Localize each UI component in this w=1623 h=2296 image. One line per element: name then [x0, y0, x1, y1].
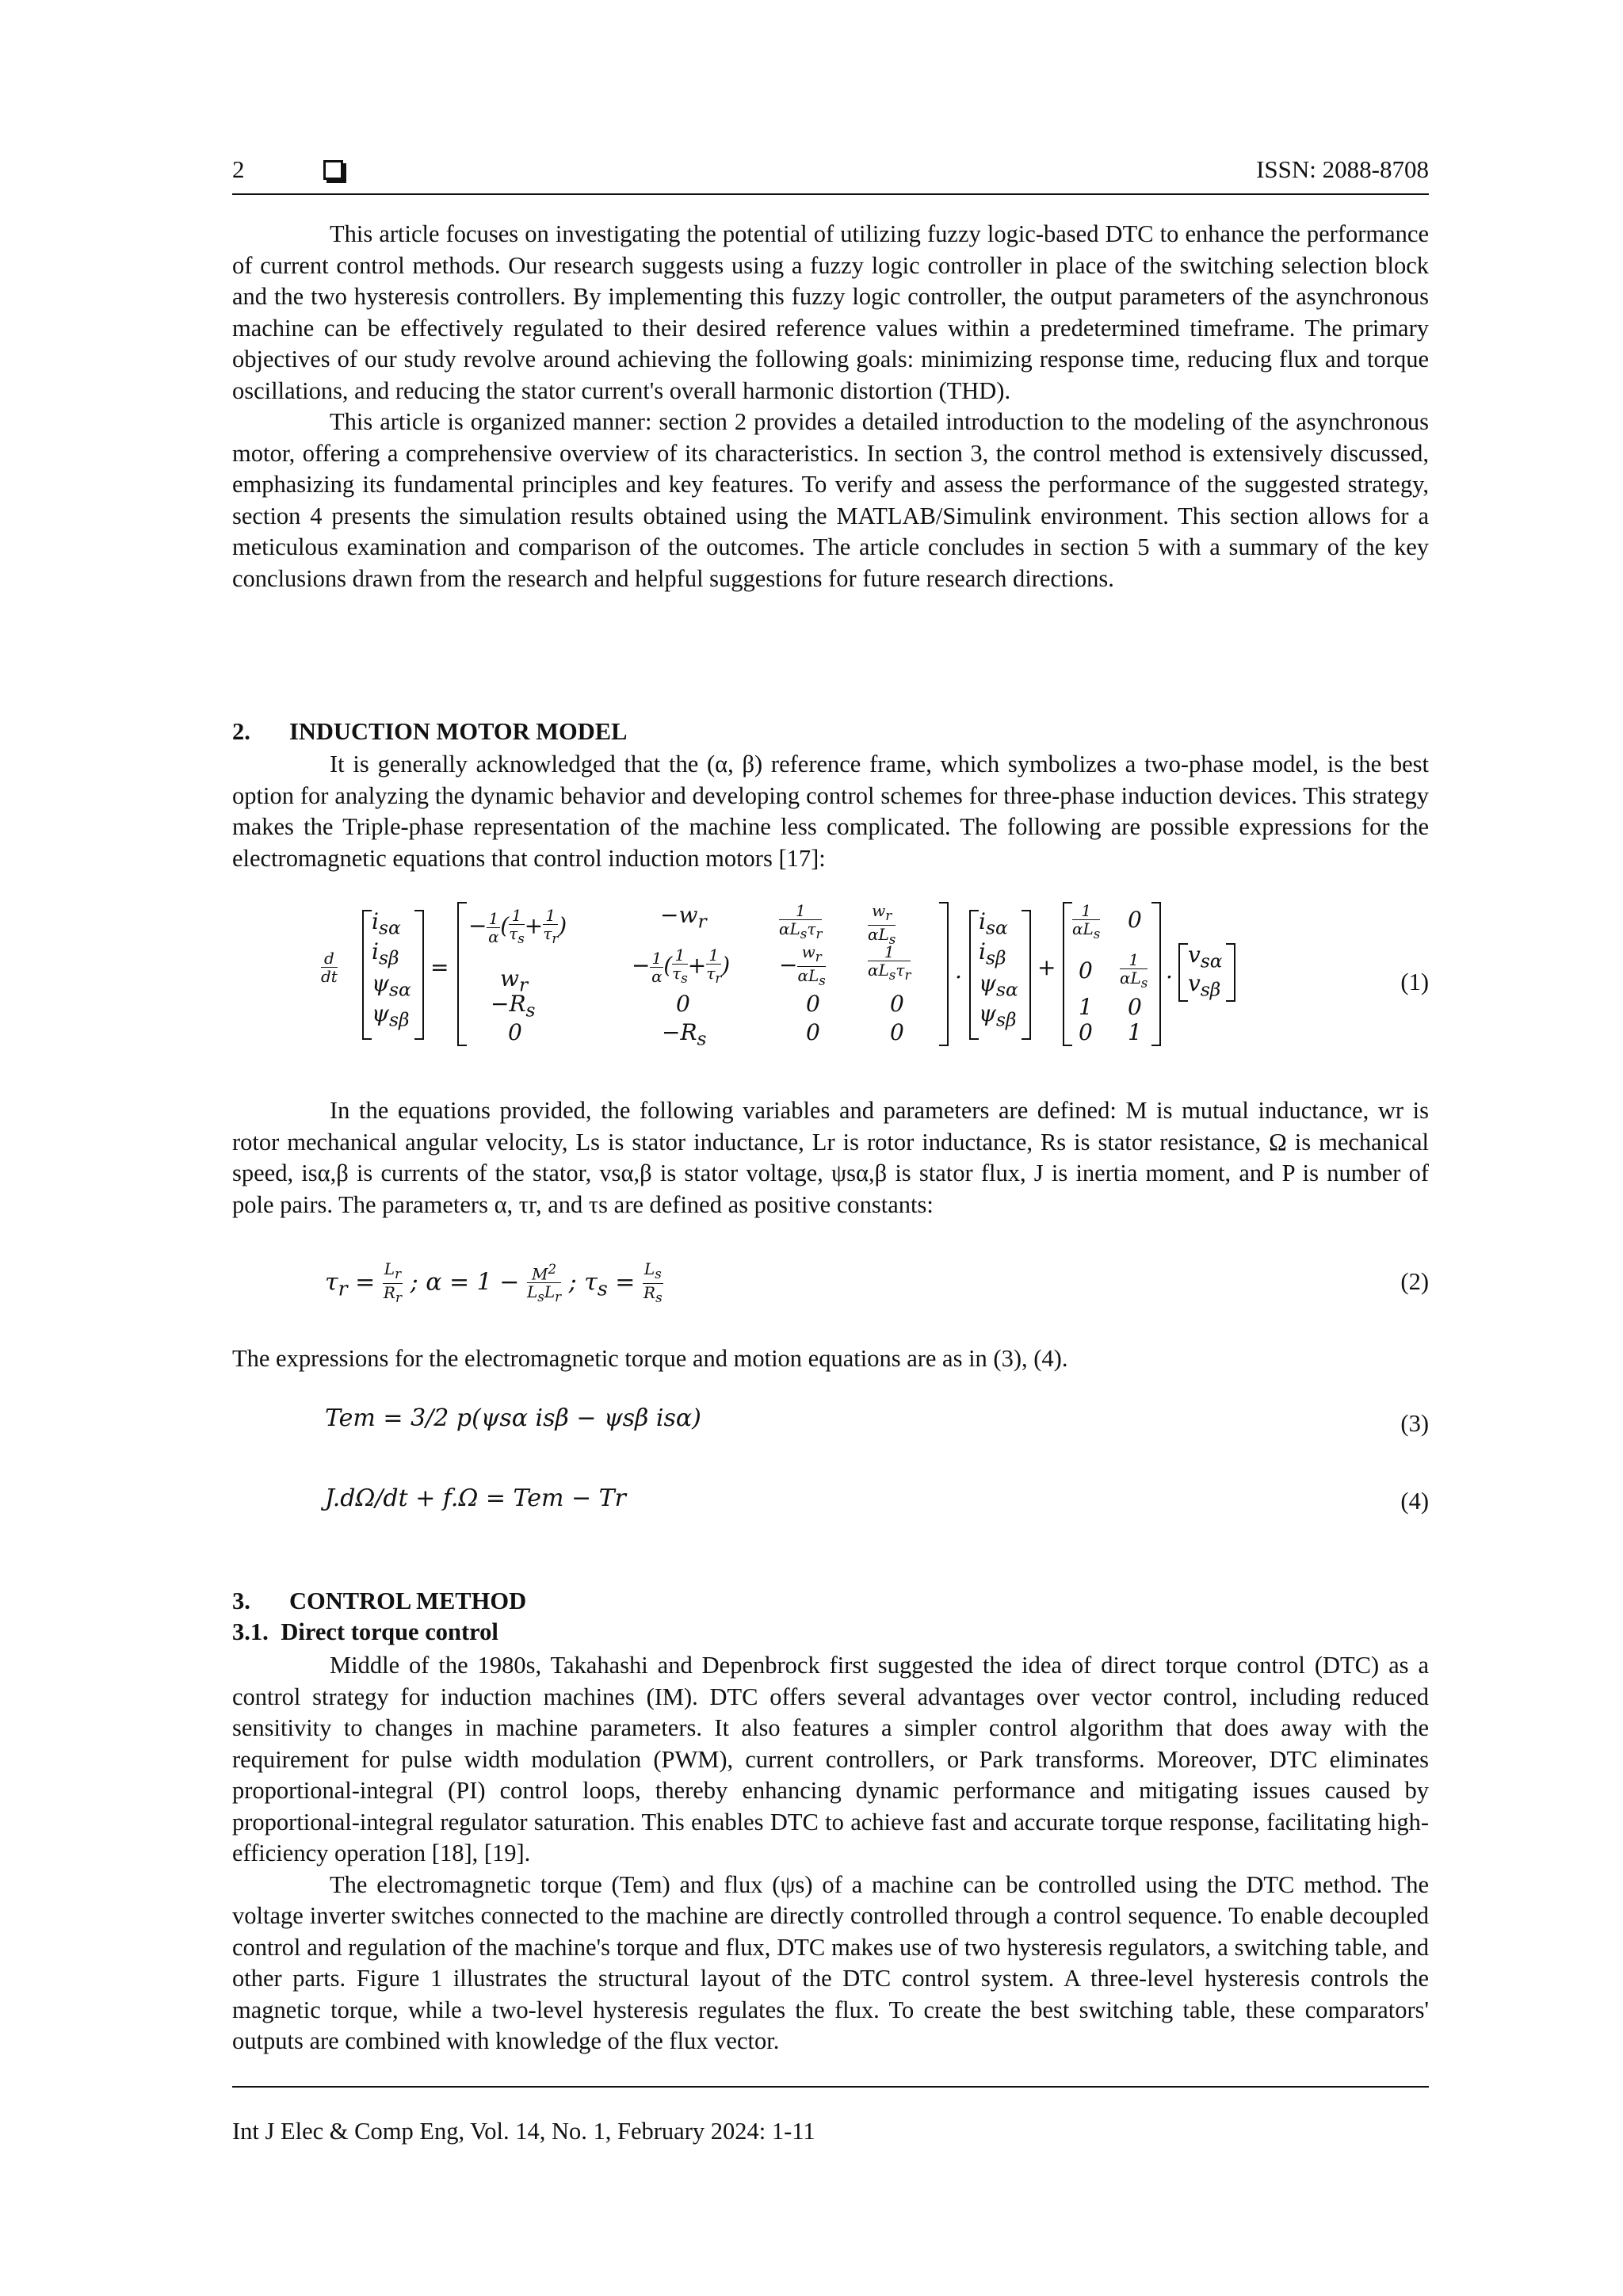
section-2-paragraph-1: It is generally acknowledged that the (α, β) reference frame, which symbolizes a two-phase model, is the best option for analyzing the dynamic behavior and developing control schemes for three-phase induction devices. This strategy makes the Triple-phase representation of the machine less complicated. The following are possible expressions for the electromagnetic equations that control induction motors [17]: [232, 751, 1429, 872]
equation-3-text: Tem = 3/2 p(ψsα isβ − ψsβ isα) [325, 1404, 701, 1432]
bracket-left [1178, 943, 1188, 1002]
issn: ISSN: 2088-8708 [1256, 155, 1429, 183]
subsection-3-1-heading [232, 1618, 498, 1646]
section-3-paragraph-1: Middle of the 1980s, Takahashi and Depenbrock first suggested the idea of direct torque control (DTC) as a control strategy for induction machines (IM). DTC offers several advantages over vector control, including reduced sensitivity to changes in machine parameters. It also features a simpler control algorithm that does away with the requirement for pulse width modulation (PWM), current controllers, or Park transforms. Moreover, DTC eliminates proportional-integral (PI) control loops, thereby enhancing dynamic performance and mitigating issues caused by proportional-integral regulator saturation. This enables DTC to achieve fast and accurate torque response, facilitating high-efficiency operation [18], [19]. [232, 1652, 1429, 1866]
bracket-right [1226, 943, 1235, 1002]
subsection-title: Direct torque control [281, 1618, 498, 1645]
equation-4 [325, 1484, 626, 1512]
intro-text [232, 219, 1429, 594]
square-bullet-icon [323, 160, 343, 180]
intro-paragraph-2: This article is organized manner: section 2 provides a detailed introduction to the modeling of the asynchronous motor, offering a comprehensive overview of its characteristics. In section 3, the control method is extensively discussed, emphasizing its fundamental principles and key features. To verify and assess the performance of the suggested strategy, section 4 presents the simulation results obtained using the MATLAB/Simulink environment. This section allows for a meticulous examination and comparison of the outcomes. The article concludes in section 5 with a summary of the key conclusions drawn from the research and helpful suggestions for future research directions. [232, 408, 1429, 592]
section-3-text [232, 1650, 1429, 2057]
bracket-right [939, 902, 949, 1046]
section-3-paragraph-2: The electromagnetic torque (Tem) and flux (ψs) of a machine can be controlled using the DTC method. The voltage inverter switches connected to the machine are directly controlled through a control sequence. To enable decoupled control and regulation of the machine's torque and flux, DTC makes use of two hysteresis regulators, a switching table, and other parts. Figure 1 illustrates the structural layout of the DTC control system. A three-level hysteresis controls the magnetic torque, while a two-level hysteresis regulates the flux. To create the best switching table, these comparators' outputs are combined with knowledge of the flux vector. [232, 1870, 1429, 2054]
bracket-left [362, 910, 372, 1040]
bracket-left [457, 902, 467, 1046]
equation-1-number: (1) [1400, 968, 1429, 995]
section-2-intro [232, 749, 1429, 874]
bracket-left [1063, 902, 1072, 1046]
subsection-number: 3.1. [232, 1618, 269, 1645]
bracket-right [1151, 902, 1161, 1046]
section-title: INDUCTION MOTOR MODEL [289, 718, 628, 745]
bracket-right [414, 910, 424, 1040]
page-header [232, 155, 1429, 192]
equation-1: $\frac{d}{dt}$ $i_{s\alpha}$ $i_{s\beta}$ $\psi_{s\alpha}$ $\psi_{s\beta}$ = − $\frac{1}{\alpha}$ ( $\frac{1}{\tau_s}$ + $\frac{1}{\tau_r}$ ) $w_r$ $-R_s$ 0 $-w_r$ − $\frac{1}{\alpha}$ ( $\frac{1}{\tau_s}$ + $\frac{1}{\tau_r}$ ) 0 $-R_s$ 1 $\alpha L_s\tau_r$ − $w_r$ $\alpha L_s$ 0 0 $w_r$ $\alpha L_s$ 1 $\alpha L_s\tau_r$ 0 0 . $i_{s\alpha}$ $i_{s\beta}$ $\psi_{s\alpha}$ $\psi_{s\beta}$ + 1 $\alpha L_s$ 0 1 0 0 1 $\alpha L_s$ 0 1 . $v_{s\alpha}$ $v_{s\beta}$ [321, 902, 1272, 1045]
footer-rule [232, 2086, 1429, 2088]
section-2-paragraph-3: The expressions for the electromagnetic torque and motion equations are as in (3), (4). [232, 1345, 1068, 1372]
bracket-right [1022, 910, 1031, 1040]
equation-2-number: (2) [1400, 1268, 1429, 1295]
equation-2: $\tau_r$ = $\frac{L_r}{R_r}$ ; α = 1 − $M^2$ $L_sL_r$ ; $\tau_s$ = $\frac{L_s}{R_s}$ [325, 1259, 663, 1305]
page-number: 2 [232, 155, 245, 183]
footer-citation: Int J Elec & Comp Eng, Vol. 14, No. 1, February 2024: 1-11 [232, 2118, 815, 2145]
section-title: CONTROL METHOD [289, 1587, 527, 1614]
intro-paragraph-1: This article focuses on investigating the potential of utilizing fuzzy logic-based DTC to enhance the performance of current control methods. Our research suggests using a fuzzy logic controller in place of the switching selection block and the two hysteresis controllers. By implementing this fuzzy logic controller, the output parameters of the asynchronous machine can be effectively regulated to their desired reference values within a predetermined timeframe. The primary objectives of our study revolve around achieving the following goals: minimizing response time, reducing flux and torque oscillations, and reducing the stator current's overall harmonic distortion (THD). [232, 220, 1429, 404]
equation-4-text: J.dΩ/dt + f.Ω = Tem − Tr [325, 1484, 626, 1512]
section-2-paragraph-2: In the equations provided, the following variables and parameters are defined: M is mutual inductance, wr is rotor mechanical angular velocity, Ls is stator inductance, Lr is rotor inductance, Rs is stator resistance, Ω is mechanical speed, isα,β is currents of the stator, vsα,β is stator voltage, ψsα,β is stator flux, J is inertia moment, and P is number of pole pairs. The parameters α, τr, and τs are defined as positive constants: [232, 1097, 1429, 1218]
section-3-heading [232, 1587, 526, 1615]
header-rule [232, 193, 1429, 195]
section-number: 3. [232, 1587, 250, 1614]
variables-definition [232, 1095, 1429, 1221]
bracket-left [969, 910, 979, 1040]
equations-intro [232, 1343, 1429, 1375]
equation-3 [325, 1404, 701, 1432]
equation-4-number: (4) [1400, 1488, 1429, 1515]
equation-3-number: (3) [1400, 1410, 1429, 1437]
section-number: 2. [232, 718, 250, 745]
section-2-heading [232, 718, 627, 746]
